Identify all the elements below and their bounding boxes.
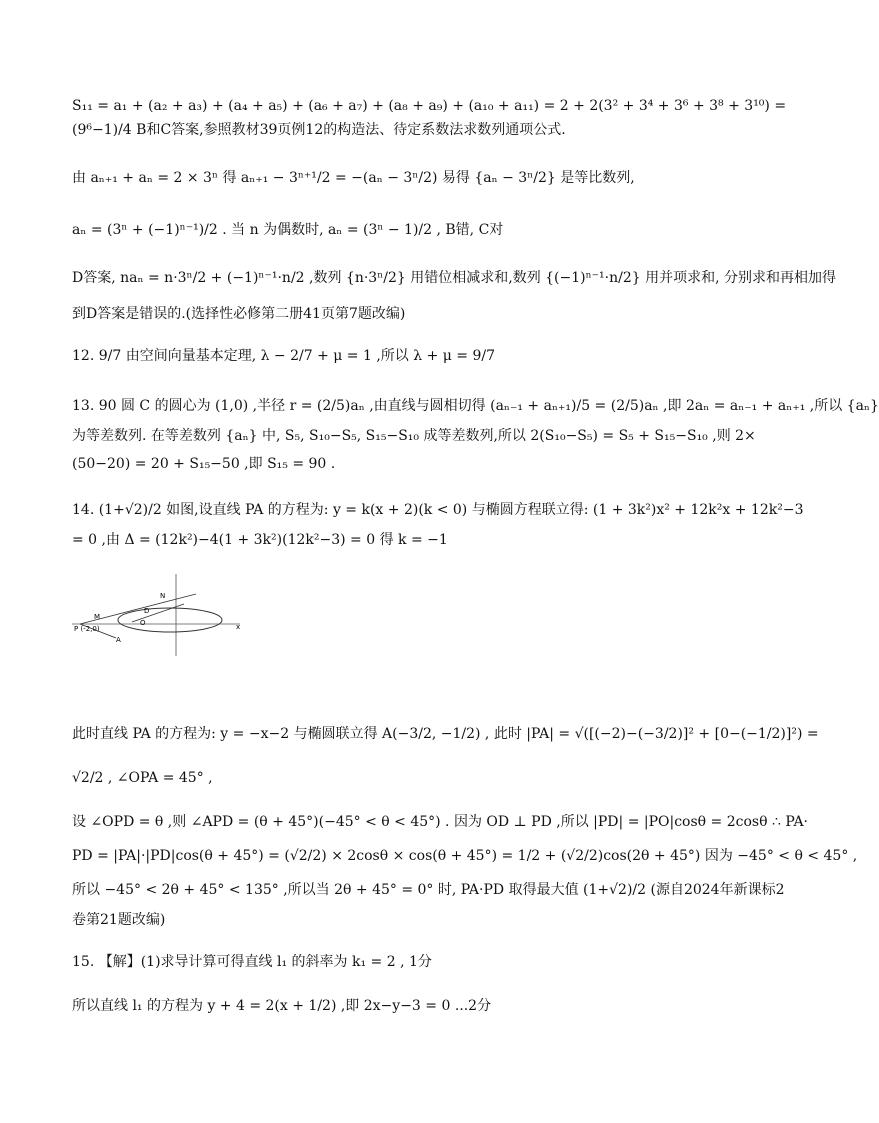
text-line-2: (9⁶−1)/4 B和C答案,参照教材39页例12的构造法、待定系数法求数列通项公式. — [72, 122, 566, 138]
item-12: 12. 9/7 由空间向量基本定理, λ − 2/7 + μ = 1 ,所以 λ + μ = 9/7 — [72, 348, 496, 364]
ellipse-figure — [72, 572, 244, 656]
text-line-6: 到D答案是错误的.(选择性必修第二册41页第7题改编) — [72, 306, 406, 322]
item-14-line-7: 所以 −45° < 2θ + 45° < 135° ,所以当 2θ + 45° = 0° 时, PA·PD 取得最大值 (1+√2)/2 (源自2024年新课标2 — [72, 882, 785, 898]
label-x: x — [236, 623, 241, 631]
label-d: D — [144, 607, 150, 615]
text-line-1: S₁₁ = a₁ + (a₂ + a₃) + (a₄ + a₅) + (a₆ + a₇) + (a₈ + a₉) + (a₁₀ + a₁₁) = 2 + 2(3² + 3⁴ + 3⁶ + 3⁸ + 3¹⁰) = — [72, 98, 787, 114]
item-15-line-2: 所以直线 l₁ 的方程为 y + 4 = 2(x + 1/2) ,即 2x−y−3 = 0 ...2分 — [72, 998, 492, 1014]
ellipse-curve — [118, 608, 222, 632]
item-14-line-8: 卷第21题改编) — [72, 912, 166, 928]
text-line-3: 由 aₙ₊₁ + aₙ = 2 × 3ⁿ 得 aₙ₊₁ − 3ⁿ⁺¹/2 = −(aₙ − 3ⁿ/2) 易得 {aₙ − 3ⁿ/2} 是等比数列, — [72, 170, 635, 186]
label-m: M — [94, 613, 101, 621]
item-13-line-2: 为等差数列. 在等差数列 {aₙ} 中, S₅, S₁₀−S₅, S₁₅−S₁₀ 成等差数列,所以 2(S₁₀−S₅) = S₅ + S₁₅−S₁₀ ,则 2× — [72, 428, 756, 444]
item-13-line-3: (50−20) = 20 + S₁₅−50 ,即 S₁₅ = 90 . — [72, 456, 336, 472]
item-14-line-6: PD = |PA|·|PD|cos(θ + 45°) = (√2/2) × 2cosθ × cos(θ + 45°) = 1/2 + (√2/2)cos(2θ + 45°) 因为 −45° < θ < 45° , — [72, 848, 858, 864]
text-line-4: aₙ = (3ⁿ + (−1)ⁿ⁻¹)/2 . 当 n 为偶数时, aₙ = (3ⁿ − 1)/2 , B错, C对 — [72, 222, 504, 238]
label-a: A — [116, 636, 121, 644]
item-14-line-1: 14. (1+√2)/2 如图,设直线 PA 的方程为: y = k(x + 2)(k < 0) 与椭圆方程联立得: (1 + 3k²)x² + 12k²x + 12k²−3 — [72, 502, 804, 518]
label-o: O — [140, 619, 146, 627]
text-line-5: D答案, naₙ = n·3ⁿ/2 + (−1)ⁿ⁻¹·n/2 ,数列 {n·3ⁿ/2} 用错位相减求和,数列 {(−1)ⁿ⁻¹·n/2} 用并项求和, 分别求和再相加得 — [72, 270, 837, 286]
item-14-line-3: 此时直线 PA 的方程为: y = −x−2 与椭圆联立得 A(−3/2, −1/2) , 此时 |PA| = √([(−2)−(−3/2)]² + [0−(−1/2)]²) = — [72, 726, 819, 742]
label-p: P (-2,0) — [74, 625, 100, 633]
item-14-line-2: = 0 ,由 Δ = (12k²)−4(1 + 3k²)(12k²−3) = 0 得 k = −1 — [72, 532, 448, 548]
item-14-line-4: √2/2 , ∠OPA = 45° , — [72, 770, 213, 786]
item-13-line-1: 13. 90 圆 C 的圆心为 (1,0) ,半径 r = (2/5)aₙ ,由直线与圆相切得 (aₙ₋₁ + aₙ₊₁)/5 = (2/5)aₙ ,即 2aₙ = aₙ₋₁ + aₙ₊₁ ,所以 {aₙ} — [72, 398, 879, 414]
item-15-line-1: 15. 【解】(1)求导计算可得直线 l₁ 的斜率为 k₁ = 2 , 1分 — [72, 954, 432, 970]
item-14-line-5: 设 ∠OPD = θ ,则 ∠APD = (θ + 45°)(−45° < θ < 45°) . 因为 OD ⊥ PD ,所以 |PD| = |PO|cosθ = 2cosθ ∴ PA· — [72, 814, 809, 830]
label-n: N — [160, 592, 166, 600]
